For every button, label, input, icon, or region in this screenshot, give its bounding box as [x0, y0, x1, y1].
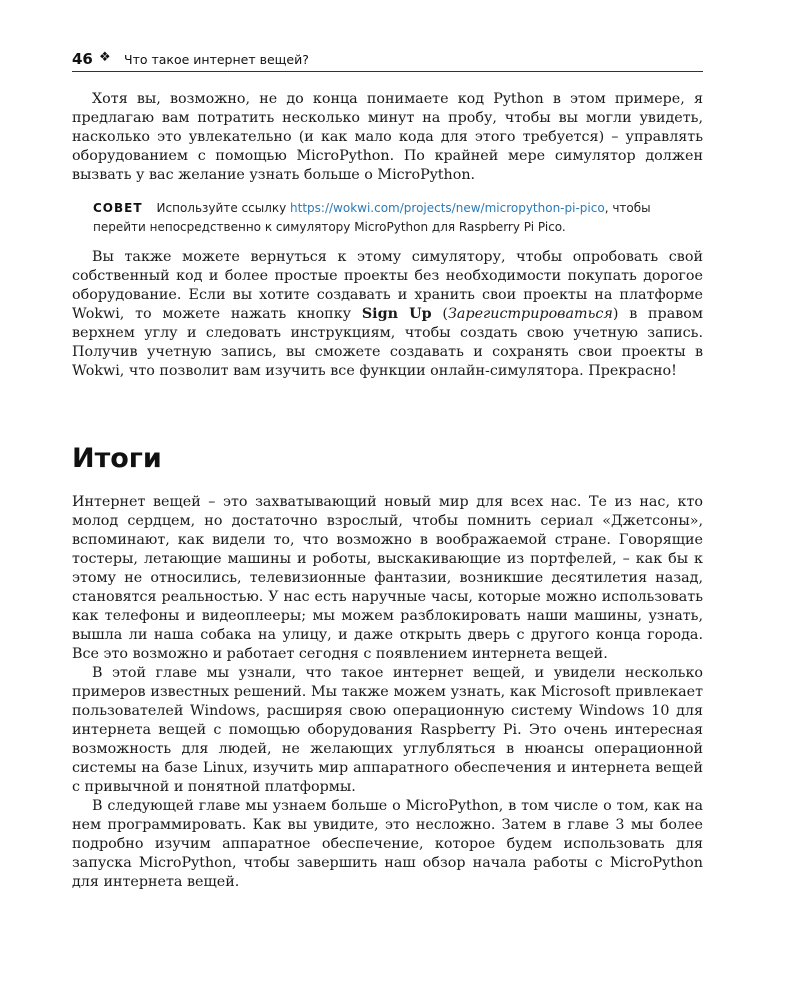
- register-term: Зарегистрироваться: [448, 306, 613, 322]
- page-number: 46: [72, 50, 93, 68]
- tip-link[interactable]: https://wokwi.com/projects/new/micropython-pi-pico: [290, 201, 605, 215]
- wokwi-section: [72, 248, 703, 381]
- sign-up-term: Sign Up: [361, 306, 432, 322]
- paragraph-intro: Хотя вы, возможно, не до конца понимаете код Python в этом примере, я предлагаю вам потратить несколько минут на пробу, чтобы вы могли увидеть, насколько это увлекательно (и как мало кода для этого требуется) – управлять оборудованием с помощью MicroPython. По крайней мере симулятор должен вызвать у вас желание узнать больше о MicroPython.: [72, 91, 703, 183]
- tip-text-after: , чтобы перейти непосредственно к симулятору MicroPython для Raspberry Pi Pico.: [93, 201, 651, 234]
- paragraph-wokwi-after: ) в правом верхнем углу и следовать инструкциям, чтобы создать свою учетную запись. Получив учетную запись, вы сможете создавать и сохранять свои проекты в Wokwi, что позволит вам изучить все функции онлайн-симулятора. Прекрасно!: [72, 306, 704, 379]
- paragraph-summary-3: В следующей главе мы узнаем больше о MicroPython, в том числе о том, как на нем программировать. Как вы увидите, это несложно. Затем в главе 3 мы более подробно изучим аппаратное обеспечение, которое будем использовать для запуска MicroPython, чтобы завершить наш обзор начала работы с MicroPython для интернета вещей.: [72, 798, 703, 890]
- section-heading: Итоги: [72, 443, 162, 474]
- paragraph-wokwi: [72, 248, 703, 381]
- paragraph-wokwi-before: Вы также можете вернуться к этому симулятору, чтобы опробовать свой собственный код и более простые проекты без необходимости покупать дорогое оборудование. Если вы хотите создавать и хранить свои проекты на платформе Wokwi, то можете нажать кнопку: [72, 249, 703, 322]
- running-title: Что такое интернет вещей?: [124, 52, 309, 67]
- paragraph-summary-1: Интернет вещей – это захватывающий новый мир для всех нас. Те из нас, кто молод сердцем, но достаточно взрослый, чтобы помнить сериал «Джетсоны», вспоминают, как видели то, что возможно в воображаемой стране. Говорящие тостеры, летающие машины и роботы, выскакивающие из портфелей, – как бы к этому не относились, телевизионные фантазии, возникшие десятилетия назад, становятся реальностью. У нас есть наручные часы, которые можно использовать как телефоны и видеоплееры; мы можем разблокировать наши машины, узнать, вышла ли наша собака на улицу, и даже открыть дверь с другого конца города. Все это возможно и работает сегодня с появлением интернета вещей.: [72, 494, 703, 662]
- summary-section: [72, 493, 703, 892]
- running-header: [72, 49, 703, 72]
- tip-box: [93, 199, 689, 237]
- intro-section: [72, 90, 703, 185]
- ornament-icon: ❖: [99, 50, 111, 65]
- tip-text-before: Используйте ссылку: [156, 201, 291, 215]
- paren-open: (: [431, 306, 449, 322]
- tip-label: СОВЕТ: [93, 201, 143, 215]
- paragraph-summary-2: В этой главе мы узнали, что такое интернет вещей, и увидели несколько примеров известных решений. Мы также можем узнать, как Microsoft привлекает пользователей Windows, расширяя свою операционную систему Windows 10 для интернета вещей с помощью оборудования Raspberry Pi. Это очень интересная возможность для людей, не желающих углубляться в нюансы операционной системы на базе Linux, изучить мир аппаратного обеспечения и интернета вещей с привычной и понятной платформы.: [72, 665, 703, 795]
